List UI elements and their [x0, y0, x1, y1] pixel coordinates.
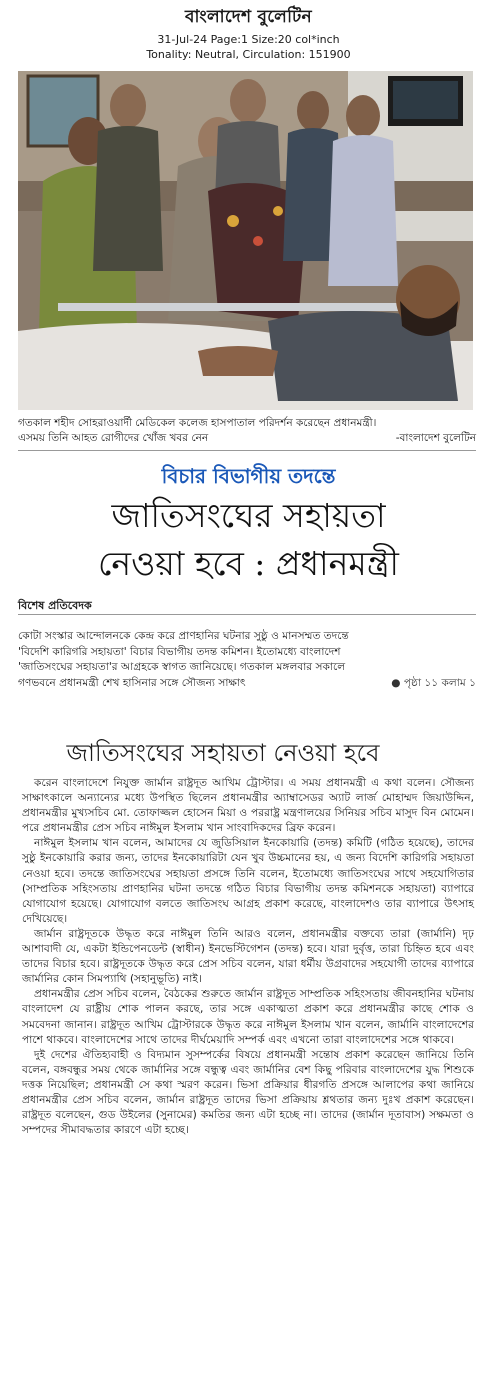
lead-line: 'জাতিসংঘের সহায়তা'র আগ্রহকে স্বাগত জানিয়েছে। গতকাল মঙ্গলবার সকালে [18, 661, 346, 673]
body-paragraph: দুই দেশের ঐতিহ্যবাহী ও বিদ্যমান সুসম্পর্কের বিষয়ে প্রধানমন্ত্রী সন্তোষ প্রকাশ করেছেন জানিয়ে তিনি বলেন, বঙ্গবন্ধুর সময় থেকে জার্মানির সঙ্গে বন্ধুত্ব এবং জার্মানির বেশ কিছু পরিবার বাংলাদেশের যুদ্ধ শিশুকে দত্তক নিয়েছিল; প্রধানমন্ত্রী সে কথা স্মরণ করেন। ভিসা প্রক্রিয়ার ধীরগতি প্রসঙ্গে আলাপের কথা জানিয়ে প্রধানমন্ত্রীর প্রেস সচিব বলেন, জার্মান রাষ্ট্রদূত তাদের ভিসা প্রক্রিয়ায় শ্লথতার জন্য দুঃখ প্রকাশ করেছেন। রাষ্ট্রদূত বলেছেন, গুড উইলের (সুনামের) কমতির জন্য এটা হচ্ছে না। তাদের (জার্মান দূতাবাস) সক্ষমতা ও সম্পদের সীমাবদ্ধতার কারণে এটা হচ্ছে। [22, 1047, 474, 1137]
caption-line-2: এসময় তিনি আহত রোগীদের খোঁজ খবর নেন [18, 432, 209, 444]
body-paragraph: করেন বাংলাদেশে নিযুক্ত জার্মান রাষ্ট্রদূত আখিম ট্রোস্টার। এ সময় প্রধানমন্ত্রী এ কথা বলেন। সৌজন্য সাক্ষাৎকালে অন্যান্যের মধ্যে উপস্থিত ছিলেন প্রধানমন্ত্রীর অ্যাম্বাসেডর অ্যাট লার্জ মোহাম্মদ জিয়াউদ্দিন, প্রধানমন্ত্রীর মুখ্যসচিব মো. তোফাজ্জল হোসেন মিয়া ও পররাষ্ট্র মন্ত্রণালয়ের সিনিয়র সচিব মাসুদ বিন মোমেন। পরে প্রধানমন্ত্রীর প্রেস সচিব নাঈমুল ইসলাম খান সাংবাদিকদের ব্রিফ করেন। [22, 776, 474, 835]
headline-line-2: নেওয়া হবে : প্রধানমন্ত্রী [97, 544, 399, 583]
divider [18, 450, 476, 451]
headline-line-1: জাতিসংঘের সহায়তা [111, 496, 386, 535]
photo-credit: -বাংলাদেশ বুলেটিন [395, 432, 476, 444]
byline: বিশেষ প্রতিবেদক [18, 599, 92, 612]
clipping-info-date-page: 31-Jul-24 Page:1 Size:20 col*inch [157, 33, 340, 46]
lead-line: 'বিদেশি কারিগরি সহায়তা' বিচার বিভাগীয় তদন্ত কমিশন। ইতোমধ্যে বাংলাদেশ [18, 645, 341, 658]
continued-on-page-marker: ● পৃষ্ঠা ১১ কলাম ১ [391, 676, 476, 689]
lead-line: গণভবনে প্রধানমন্ত্রী শেখ হাসিনার সঙ্গে সৌজন্য সাক্ষাৎ [18, 676, 246, 689]
caption-line-1: গতকাল শহীদ সোহরাওয়ার্দী মেডিকেল কলেজ হাসপাতাল পরিদর্শন করেছেন প্রধানমন্ত্রী। [18, 417, 377, 429]
body-paragraph: নাঈমুল ইসলাম খান বলেন, আমাদের যে জুডিসিয়াল ইনকোয়ারি (তদন্ত) কমিটি (গঠিত হয়েছে), তাদের সুষ্ঠু ইনকোয়ারি করার জন্য, তাদের ইনকোয়ারিটা যেন খুব উচ্চমানের হয়, এ জন্য বিদেশি কারিগরি সহায়তা নেওয়া হবে। তদন্তে জাতিসংঘের সহায়তা প্রসঙ্গে তিনি বলেন, ইতোমধ্যে জাতিসংঘের সাথে সহযোগিতার (সাম্প্রতিক সহিংসতায় প্রাণহানির ঘটনা তদন্তে গঠিত বিচার বিভাগীয় তদন্ত কমিশনকে সহায়তা) ব্যাপারে যোগাযোগ হয়েছে। যোগাযোগ বলতে জাতিসংঘ আগ্রহ প্রকাশ করেছে, বাংলাদেশও তার ব্যাপারে উৎসাহ দেখিয়েছে। [22, 836, 474, 925]
clipping-info-tonality: Tonality: Neutral, Circulation: 151900 [146, 48, 351, 61]
publication-name: বাংলাদেশ বুলেটিন [185, 7, 312, 27]
lead-line: কোটা সংস্কার আন্দোলনকে কেন্দ্র করে প্রাণহানির ঘটনার সুষ্ঠু ও মানসম্মত তদন্তে [18, 630, 349, 642]
lead-paragraph [18, 629, 476, 691]
body-paragraph: জার্মান রাষ্ট্রদূতকে উদ্ধৃত করে নাঈমুল তিনি আরও বলেন, প্রধানমন্ত্রীর বক্তব্যে তারা (জার্মানি) দৃঢ় আশাবাদী যে, একটা ইন্ডিপেনডেন্ট (স্বাধীন) ইনভেস্টিগেশন (তদন্ত) হবে। যারা দুর্বৃত্ত, তারা চিহ্নিত হবে এবং তাদের বিচার হবে। রাষ্ট্রদূতকে উদ্ধৃত করে প্রেস সচিব বলেন, যারা ধর্মীয় উগ্রবাদের সহযোগী তাদের ব্যাপারে জার্মানির কোন সিমপ্যাথি (সহানুভূতি) নাই। [22, 926, 474, 986]
photo-caption [18, 416, 476, 446]
article-kicker: বিচার বিভাগীয় তদন্তে [161, 464, 336, 488]
body-paragraph: প্রধানমন্ত্রীর প্রেস সচিব বলেন, বৈঠকের শুরুতে জার্মান রাষ্ট্রদূত সাম্প্রতিক সহিংসতায় জীবনহানির ঘটনায় বাংলাদেশ যে রাষ্ট্রীয় শোক পালন করছে, তার সঙ্গে একাত্মতা প্রকাশ করে প্রধানমন্ত্রীর কাছে শোক ও সমবেদনা জানান। রাষ্ট্রদূত আখিম ট্রোস্টারকে উদ্ধৃত করে নাঈমুল ইসলাম খান বলেন, জার্মানি বাংলাদেশের পাশে থাকবে। বাংলাদেশের সাথে তাদের দীর্ঘমেয়াদি সম্পর্ক এবং এখনো তারা বাংলাদেশের সঙ্গে থাকবে। [22, 987, 474, 1046]
divider [18, 614, 476, 615]
news-photo [18, 71, 473, 410]
article-body [22, 775, 474, 1137]
continuation-headline: জাতিসংঘের সহায়তা নেওয়া হবে [66, 739, 380, 767]
masthead [0, 4, 497, 62]
hospital-visit-photo-illustration [18, 71, 473, 410]
